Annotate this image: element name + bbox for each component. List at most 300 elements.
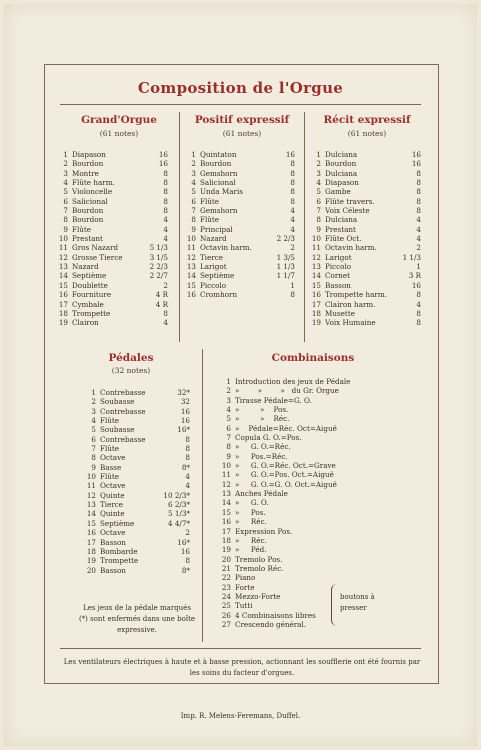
stop-row (182, 215, 295, 224)
combinaison-number: 3 (226, 395, 231, 405)
stop-name: Cornet (325, 271, 351, 281)
stop-name: Flûte Oct. (325, 234, 362, 244)
positif-notes: (61 notes) (222, 129, 262, 138)
stop-pitch: 8 (163, 168, 168, 178)
stop-number: 5 (63, 187, 68, 197)
stop-number: 14 (311, 271, 321, 281)
stop-row (307, 253, 421, 262)
stop-pitch: 4 (416, 299, 421, 309)
stop-name: Dulciana (325, 168, 358, 178)
divider-3 (202, 349, 203, 642)
stop-pitch: 8 (185, 444, 190, 454)
stop-pitch: 5 1/3 (149, 243, 168, 253)
stop-number: 7 (316, 206, 321, 216)
stop-name: Flûte (72, 224, 92, 234)
stop-name: Octavin harm. (200, 243, 252, 253)
stop-row (82, 463, 190, 472)
stop-row (54, 290, 168, 299)
combinaison-number: 19 (221, 545, 231, 555)
stop-row (82, 547, 190, 556)
stop-pitch: 2 (416, 243, 421, 253)
positif-list (182, 150, 295, 300)
recit-list (307, 150, 421, 328)
stop-pitch: 4 (185, 481, 190, 491)
stop-pitch: 10 2/3* (163, 490, 190, 500)
stop-number: 2 (63, 159, 68, 169)
stop-row (54, 318, 168, 327)
combinaison-row (215, 424, 430, 433)
combinaison-row (215, 517, 430, 526)
stop-name: Nazard (200, 234, 227, 244)
stop-row (307, 187, 421, 196)
stop-number: 5 (191, 187, 196, 197)
combinaison-number: 15 (221, 507, 231, 517)
stop-row (307, 150, 421, 159)
combinaison-number: 11 (221, 470, 231, 480)
stop-pitch: 8 (185, 453, 190, 463)
stop-number: 1 (191, 150, 196, 159)
stop-number: 14 (58, 271, 68, 281)
combinaison-text: 4 Combinaisons libres (235, 610, 316, 620)
stop-row (307, 318, 421, 327)
stop-row (182, 150, 295, 159)
stop-pitch: 2 (163, 280, 168, 290)
stop-name: Soubasse (100, 397, 135, 407)
stop-row (307, 234, 421, 243)
stop-row (54, 159, 168, 168)
stop-name: Flûte (100, 416, 120, 426)
stop-pitch: 8* (181, 565, 190, 575)
stop-name: Basse (100, 462, 122, 472)
combinaison-text: Crescendo général. (235, 619, 307, 629)
combinaison-row (215, 583, 430, 592)
stop-row (307, 169, 421, 178)
stop-row (307, 225, 421, 234)
stop-number: 6 (91, 434, 96, 444)
stop-row (307, 262, 421, 271)
stop-number: 19 (311, 318, 321, 328)
combinaison-number: 12 (221, 479, 231, 489)
stop-pitch: 8 (185, 434, 190, 444)
stop-row (307, 159, 421, 168)
combinaison-row (215, 433, 430, 442)
stop-pitch: 4 (163, 224, 168, 234)
stop-pitch: 4 (163, 234, 168, 244)
stop-number: 18 (86, 546, 96, 556)
stop-name: Gemshorn (200, 206, 238, 216)
stop-name: Octavin harm. (325, 243, 377, 253)
stop-row (82, 528, 190, 537)
stop-number: 8 (63, 215, 68, 225)
stop-pitch: 4 (163, 215, 168, 225)
stop-row (54, 197, 168, 206)
stop-row (54, 262, 168, 271)
stop-row (182, 197, 295, 206)
stop-pitch: 2 2/7 (149, 271, 168, 281)
pedales-notes: (32 notes) (111, 366, 151, 375)
stop-number: 11 (58, 243, 68, 253)
combinaison-text: Tremolo Réc. (235, 563, 284, 573)
combinaison-text: Piano (235, 573, 256, 583)
combinaison-text: » Pos. (235, 507, 266, 517)
stop-pitch: 8 (416, 168, 421, 178)
combinaison-number: 24 (221, 591, 231, 601)
stop-pitch: 8 (163, 187, 168, 197)
stop-row (54, 309, 168, 318)
stop-name: Gros Nazard (72, 243, 119, 253)
stop-row (54, 300, 168, 309)
stop-name: Salicional (72, 196, 108, 206)
stop-name: Diapason (72, 150, 106, 159)
stop-number: 12 (311, 252, 321, 262)
combinaison-number: 22 (221, 573, 231, 583)
stop-pitch: 4 (290, 215, 295, 225)
stop-name: Gambe (325, 187, 351, 197)
stop-name: Clairon harm. (325, 299, 376, 309)
combinaison-text: Anches Pédale (235, 489, 288, 499)
combinaison-text: Tremolo Pos. (235, 554, 283, 564)
stop-row (82, 538, 190, 547)
combinaison-number: 23 (221, 582, 231, 592)
combinaison-number: 5 (226, 414, 231, 424)
recit-heading: Récit expressif (323, 114, 411, 126)
stop-name: Octave (100, 528, 126, 538)
stop-pitch: 4 (290, 206, 295, 216)
stop-name: Piccolo (200, 280, 227, 290)
combinaison-row (215, 611, 430, 620)
stop-pitch: 8 (416, 290, 421, 300)
stop-pitch: 32* (177, 388, 190, 397)
stop-number: 3 (316, 168, 321, 178)
stop-pitch: 4 4/7* (167, 518, 190, 528)
stop-name: Montre (72, 168, 99, 178)
combinaison-row (215, 396, 430, 405)
combinaison-number: 8 (226, 442, 231, 452)
stop-number: 4 (63, 178, 68, 188)
stop-number: 20 (86, 565, 96, 575)
stop-row (82, 519, 190, 528)
stop-number: 5 (316, 187, 321, 197)
stop-name: Quinte (100, 490, 125, 500)
stop-name: Flûte travers. (325, 196, 375, 206)
combinaison-row (215, 498, 430, 507)
stop-name: Trompette (100, 556, 139, 566)
stop-row (54, 243, 168, 252)
combinaison-text: » » » du Gr. Orgue (235, 386, 339, 396)
combinaison-number: 1 (226, 377, 231, 386)
pedales-note: Les jeux de la pédale marqués (*) sont enfermés dans une boîte expressive. (78, 604, 196, 634)
combinaison-number: 27 (221, 619, 231, 629)
stop-number: 2 (316, 159, 321, 169)
stop-number: 15 (311, 280, 321, 290)
stop-pitch: 8 (416, 187, 421, 197)
stop-number: 17 (58, 299, 68, 309)
stop-name: Bourdon (200, 159, 232, 169)
stop-row (82, 491, 190, 500)
stop-name: Piccolo (325, 262, 352, 272)
stop-pitch: 4 (185, 472, 190, 482)
stop-name: Prestant (325, 224, 356, 234)
stop-name: Quinte (100, 509, 125, 519)
combinaison-text: » G. O.=G. O. Oct.=Aiguë (235, 479, 337, 489)
stop-pitch: 8 (416, 318, 421, 328)
pedales-list (82, 388, 190, 575)
stop-number: 13 (311, 262, 321, 272)
stop-name: Trompette (72, 308, 111, 318)
stop-row (182, 178, 295, 187)
combinaison-number: 17 (221, 526, 231, 536)
stop-number: 8 (316, 215, 321, 225)
stop-pitch: 8 (163, 178, 168, 188)
stop-number: 12 (58, 252, 68, 262)
combinaison-text: Tutti (235, 601, 253, 611)
stop-name: Basson (100, 565, 126, 575)
stop-number: 1 (63, 150, 68, 159)
combinaison-row (215, 377, 430, 386)
stop-number: 10 (311, 234, 321, 244)
combinaison-number: 2 (226, 386, 231, 396)
stop-number: 7 (63, 206, 68, 216)
stop-number: 1 (91, 388, 96, 397)
stop-pitch: 32 (180, 397, 190, 407)
stop-pitch: 16 (180, 546, 190, 556)
stop-number: 11 (86, 481, 96, 491)
combinaison-text: Expression Pos. (235, 526, 293, 536)
stop-pitch: 16 (285, 150, 295, 159)
stop-row (54, 253, 168, 262)
stop-row (82, 453, 190, 462)
stop-name: Octave (100, 481, 126, 491)
combinaison-number: 6 (226, 423, 231, 433)
stop-row (307, 206, 421, 215)
combinaison-text: » Réc. (235, 517, 267, 527)
stop-number: 16 (58, 290, 68, 300)
grand-orgue-list (54, 150, 168, 328)
stop-name: Dulciana (325, 150, 358, 159)
combinaison-row (215, 564, 430, 573)
stop-name: Grosse Tierce (72, 252, 123, 262)
boutons-note: boutons à presser (340, 593, 375, 612)
stop-row (182, 234, 295, 243)
stop-number: 15 (186, 280, 196, 290)
stop-number: 1 (316, 150, 321, 159)
stop-pitch: 8 (290, 159, 295, 169)
title-underline (60, 104, 421, 105)
stop-number: 12 (186, 252, 196, 262)
stop-pitch: 3 1/5 (149, 252, 168, 262)
stop-number: 3 (191, 168, 196, 178)
stop-pitch: 16 (411, 280, 421, 290)
stop-name: Principal (200, 224, 233, 234)
stop-pitch: 4 (163, 318, 168, 328)
stop-name: Flûte harm. (72, 178, 115, 188)
combinaison-row (215, 601, 430, 610)
stop-number: 13 (58, 262, 68, 272)
stop-number: 10 (86, 472, 96, 482)
stop-row (82, 425, 190, 434)
stop-pitch: 8 (163, 308, 168, 318)
stop-pitch: 2 2/3 (276, 234, 295, 244)
combinaison-number: 20 (221, 554, 231, 564)
stop-name: Tierce (100, 500, 124, 510)
combinaison-row (215, 573, 430, 582)
combinaison-row (215, 480, 430, 489)
stop-name: Octave (100, 453, 126, 463)
stop-row (82, 556, 190, 565)
stop-number: 17 (86, 537, 96, 547)
grand-orgue-notes: (61 notes) (99, 129, 139, 138)
stop-pitch: 16* (177, 537, 190, 547)
stop-row (82, 500, 190, 509)
stop-row (182, 243, 295, 252)
stop-name: Prestant (72, 234, 103, 244)
stop-number: 15 (86, 518, 96, 528)
stop-row (307, 178, 421, 187)
stop-name: Flûte (100, 472, 120, 482)
combinaison-number: 16 (221, 517, 231, 527)
stop-number: 16 (86, 528, 96, 538)
stop-pitch: 8 (416, 196, 421, 206)
combinaison-row (215, 620, 430, 629)
stop-name: Doublette (72, 280, 108, 290)
stop-name: Gemshorn (200, 168, 238, 178)
stop-number: 8 (91, 453, 96, 463)
stop-name: Basson (325, 280, 351, 290)
stop-name: Quintaton (200, 150, 237, 159)
stop-number: 6 (191, 196, 196, 206)
combinaison-row (215, 527, 430, 536)
combinaison-number: 21 (221, 563, 231, 573)
stop-name: Bourdon (325, 159, 357, 169)
stop-row (182, 169, 295, 178)
combinaison-number: 7 (226, 433, 231, 443)
combinaison-number: 13 (221, 489, 231, 499)
stop-row (82, 388, 190, 397)
stop-pitch: 2 (290, 243, 295, 253)
combinaison-row (215, 442, 430, 451)
stop-name: Flûte (100, 444, 120, 454)
combinaison-row (215, 414, 430, 423)
stop-row (54, 281, 168, 290)
stop-number: 18 (58, 308, 68, 318)
stop-row (54, 187, 168, 196)
stop-name: Diapason (325, 178, 359, 188)
stop-row (307, 271, 421, 280)
divider-bottom (60, 648, 421, 649)
stop-name: Unda Maris (200, 187, 243, 197)
stop-number: 10 (186, 234, 196, 244)
divider-1 (179, 112, 180, 342)
stop-pitch: 8 (290, 290, 295, 300)
stop-row (54, 225, 168, 234)
stop-row (54, 234, 168, 243)
stop-name: Septième (200, 271, 235, 281)
stop-number: 12 (86, 490, 96, 500)
divider-2 (304, 112, 305, 342)
stop-number: 14 (86, 509, 96, 519)
combinaison-text: » Pos.=Réc. (235, 451, 288, 461)
stop-name: Salicional (200, 178, 236, 188)
stop-number: 11 (186, 243, 196, 253)
stop-number: 6 (63, 196, 68, 206)
stop-pitch: 8 (290, 178, 295, 188)
combinaison-text: » Péd. (235, 545, 267, 555)
stop-pitch: 16 (411, 150, 421, 159)
stop-row (82, 566, 190, 575)
stop-number: 7 (191, 206, 196, 216)
recit-notes: (61 notes) (347, 129, 387, 138)
stop-number: 19 (58, 318, 68, 328)
stop-pitch: 16 (158, 159, 168, 169)
combinaison-number: 25 (221, 601, 231, 611)
stop-pitch: 4 (416, 224, 421, 234)
stop-row (307, 300, 421, 309)
stop-number: 13 (186, 262, 196, 272)
stop-pitch: 8 (290, 187, 295, 197)
stop-number: 6 (316, 196, 321, 206)
combinaison-text: » Réc. (235, 535, 267, 545)
stop-number: 17 (311, 299, 321, 309)
stop-pitch: 4 R (155, 299, 168, 309)
bottom-note: Les ventilateurs électriques à haute et à basse pression, actionnant les soufflerie ont été fournis par les soins du facteur d'orgues. (63, 658, 421, 677)
combinaison-row (215, 452, 430, 461)
combinaison-text: Introduction des jeux de Pédale (235, 377, 351, 386)
combinaison-text: Tirasse Pédale=G. O. (235, 395, 312, 405)
combinaison-row (215, 592, 430, 601)
combinaison-number: 14 (221, 498, 231, 508)
stop-row (82, 416, 190, 425)
stop-row (182, 206, 295, 215)
stop-row (182, 159, 295, 168)
combinaison-number: 9 (226, 451, 231, 461)
stop-pitch: 2 2/3 (149, 262, 168, 272)
combinaison-row (215, 386, 430, 395)
stop-pitch: 8 (290, 168, 295, 178)
stop-pitch: 1 3/5 (276, 252, 295, 262)
stop-number: 4 (316, 178, 321, 188)
stop-pitch: 1 (290, 280, 295, 290)
combinaison-text: Copula G. O.=Pos. (235, 433, 302, 443)
combinaison-number: 10 (221, 461, 231, 471)
stop-pitch: 16 (411, 159, 421, 169)
stop-pitch: 3 R (408, 271, 421, 281)
combinaison-text: » » Réc. (235, 414, 290, 424)
combinaison-row (215, 470, 430, 479)
stop-pitch: 8 (416, 178, 421, 188)
stop-name: Septième (72, 271, 107, 281)
combinaison-number: 4 (226, 405, 231, 415)
stop-name: Bourdon (72, 159, 104, 169)
stop-pitch: 8 (416, 206, 421, 216)
combinaison-row (215, 461, 430, 470)
stop-row (54, 271, 168, 280)
stop-row (182, 225, 295, 234)
stop-number: 16 (311, 290, 321, 300)
stop-row (82, 481, 190, 490)
stop-number: 11 (311, 243, 321, 253)
stop-pitch: 4 (416, 234, 421, 244)
stop-row (82, 509, 190, 518)
stop-number: 16 (186, 290, 196, 300)
stop-row (82, 444, 190, 453)
stop-number: 14 (186, 271, 196, 281)
stop-row (307, 290, 421, 299)
combinaison-number: 18 (221, 535, 231, 545)
stop-number: 9 (191, 224, 196, 234)
positif-heading: Positif expressif (194, 114, 290, 126)
printer-footer: Imp. R. Melens-Feremans, Duffel. (180, 712, 301, 720)
combinaison-row (215, 508, 430, 517)
